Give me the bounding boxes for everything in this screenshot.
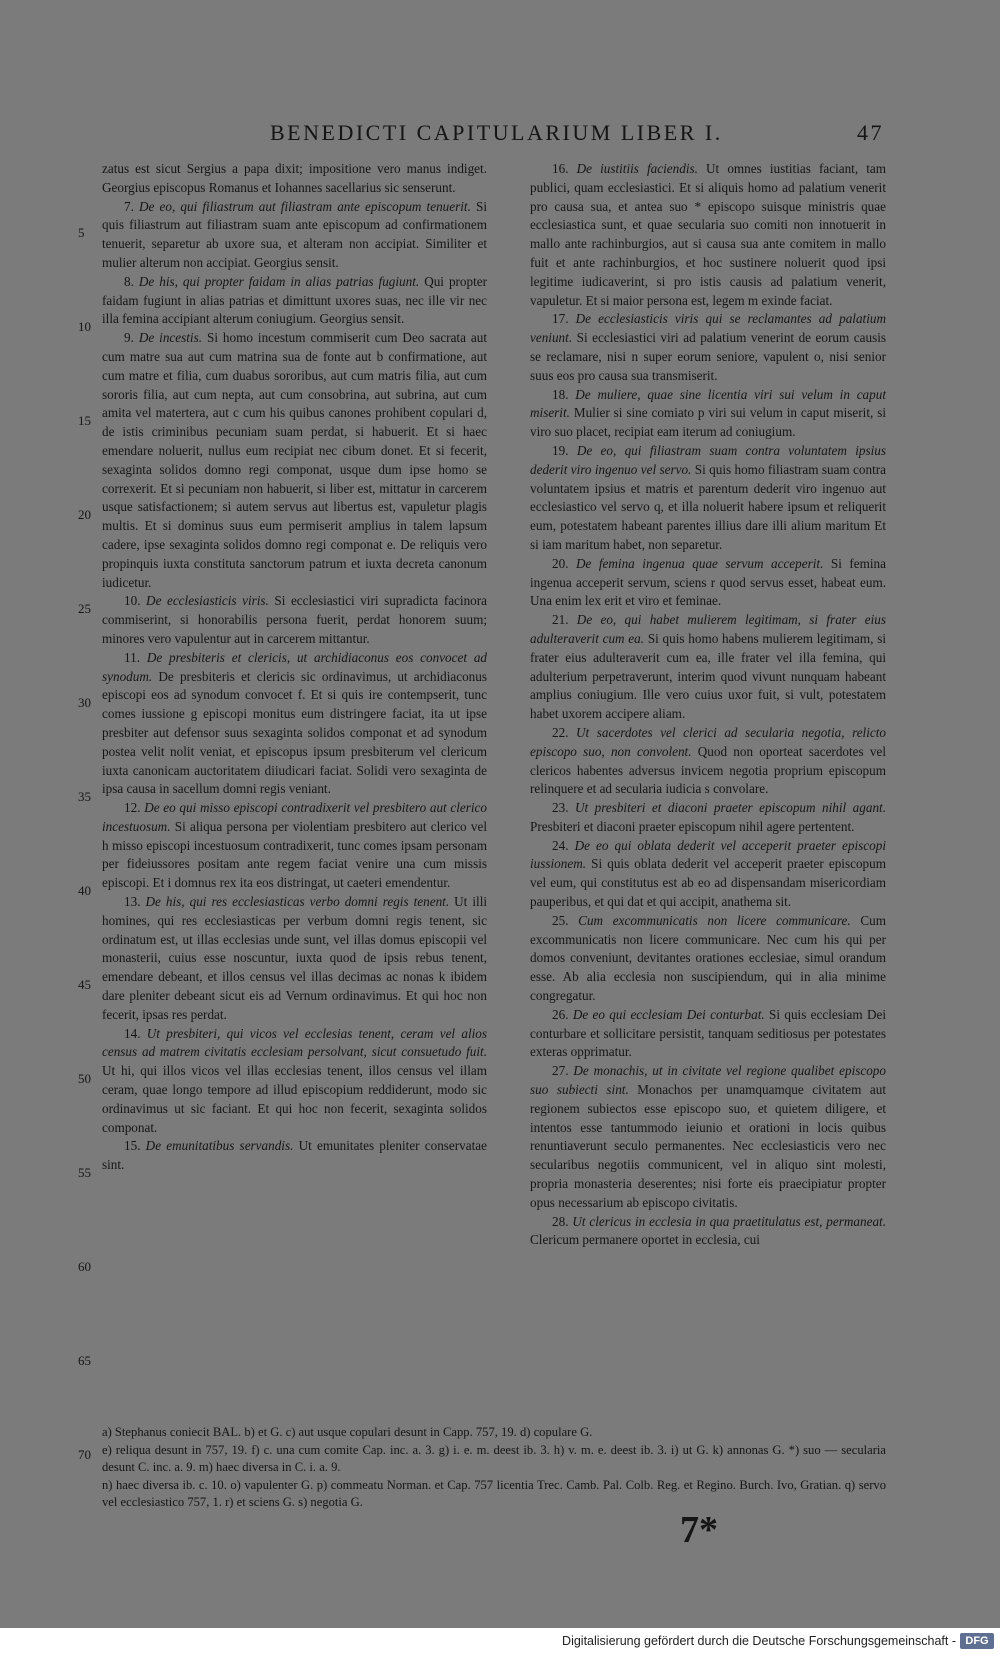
section-rubric: De monachis, ut in civitate vel regione qualibet episcopo suo subiecti sint. (530, 1063, 886, 1098)
section-rubric: De incestis. (138, 330, 203, 346)
section-rubric: Cum excommunicatis non licere communicare. (578, 912, 851, 928)
footnote-line: e) reliqua desunt in 757, 19. f) c. una cum comite Cap. inc. a. 3. g) i. e. m. deest ib. 3. h) v. m. e. deest ib. 3. i) ut G. k) annonas G. *) suo — secularia desunt C. inc. a. 9. m) haec diversa in C. i. a. 9. (102, 1442, 886, 1474)
section-rubric: Ut presbiteri, qui vicos vel ecclesias tenent, ceram vel alios census ad matrem civitatis ecclesiam persolvant, sicut consuetudo fuit. (102, 1025, 487, 1060)
line-numbers (78, 160, 100, 1480)
line-number: 45 (78, 977, 91, 992)
section-rubric: De eo qui ecclesiam Dei conturbat. (572, 1006, 765, 1022)
section-paragraph (102, 198, 487, 273)
left-column (102, 160, 487, 1400)
section-text: zatus est sicut Sergius a papa dixit; impositione vero manus indiget. Georgius episcopus Romanus et Iohannes sacellarius sic senserunt. (102, 161, 487, 195)
section-number: 17. (552, 311, 569, 327)
line-number: 65 (78, 1353, 91, 1368)
section-number: 15. (124, 1138, 141, 1154)
section-paragraph (102, 160, 487, 198)
line-number: 25 (78, 601, 91, 616)
section-number: 27. (552, 1063, 569, 1079)
section-rubric: De eo, qui filiastram suam contra voluntatem ipsius dederit viro ingenuo vel servo. (530, 442, 886, 477)
section-paragraph (530, 386, 886, 442)
section-number: 23. (552, 800, 569, 816)
section-text: Presbiteri et diaconi praeter episcopum nihil agere pertentent. (530, 818, 855, 834)
section-number: 26. (552, 1006, 569, 1022)
section-text: Si quis homo habens mulierem legitimam, si frater eius adulteraverit cum ea, ille frater vel illa femina, qui adulterium perpetraverunt, interim quod vivunt nunquam habeant amplius coniugium. Ille vero cuius uxor fuit, si vult, potestatem habet uxorem accipere aliam. (530, 630, 886, 722)
section-number: 10. (124, 593, 141, 609)
section-number: 20. (552, 555, 569, 571)
section-number: 28. (552, 1213, 569, 1229)
section-paragraph (102, 592, 487, 648)
section-rubric: De eo, qui habet mulierem legitimam, si frater eius adulteraverit cum ea. (530, 612, 886, 646)
footnotes (102, 1424, 886, 1512)
section-text: Si ecclesiastici viri ad palatium venerint de eorum causis se reclamare, nisi n super eorum seniore, vapulent o, nisi senior suus eos pro causa sua transmiserit. (530, 330, 886, 383)
dfg-credit-text: Digitalisierung gefördert durch die Deutsche Forschungsgemeinschaft - (562, 1634, 956, 1648)
section-text: De presbiteris et clericis sic ordinavimus, ut archidiaconus episcopi eos ad synodum convocet f. Et si quis ire contempserit, tunc comes iussione g episcopi monitus eum distringere faciat, ita ut ipse presbiter aut defensor suus sexaginta solidos componat et ad synodum postea velit nolit veniat, et episcopus ipsum presbiterum vel clericum iuxta canonicam auctoritatem diiudicari faciat. Solidi vero sexaginta de ipsa causa in sacellum domni regis veniant. (102, 668, 487, 797)
section-paragraph (530, 912, 886, 1006)
section-text: Cum excommunicatis non licere communicare. Nec cum his qui per domos conveniunt, devitantes orationes ecclesiae, simul orandum esse. Ab alia ecclesia non suscipiendum, qui in alia minime congregatur. (530, 912, 886, 1004)
line-number: 40 (78, 883, 91, 898)
section-text: Monachos per unamquamque civitatem aut regionem subiectos esse episcopo suo, et quietem diligere, et intentos esse tantummodo ieiunio et orationi in locis quibus renuntiaverunt seculo permanentes. Nec ecclesiasticis vero nec secularibus negotiis communicent, vel in aliquo sint molesti, propria monasteria deserentes; nisi forte eis praecipiatur propter opus necessarium ab episcopo civitatis. (530, 1082, 886, 1210)
section-rubric: De his, qui res ecclesiasticas verbo domni regis tenent. (145, 894, 450, 910)
line-number: 20 (78, 507, 91, 522)
section-text: Ut omnes iustitias faciant, tam publici, quam ecclesiastici. Et si aliquis homo ad palatium venerit pro causa sua, et antea suo * episcopo suisque ministris quae ecclesiastica sunt, et quae secularia suo comiti non innotuerit in mallo ante rachinburgios, aut si causa sua ante comitem in mallo fuit et ante rachinburgios, et hoc sustinere noluerit quod ipsi legitime iudicaverint, si pro istis causis ad palatium venerit, vapuletur. Et si maior persona est, legem m exinde faciat. (530, 161, 886, 308)
section-rubric: Ut clericus in ecclesia in qua praetitulatus est, permaneat. (572, 1213, 886, 1229)
section-text: Ut illi homines, qui res ecclesiasticas per verbum domni regis tenent, sic ordinatum est, ut illas ecclesias unde sunt, vel illas domus episcopii vel monasterii, cuius esse noscuntur, iuxta quod de ipsis rebus tenent, emendare debeant, et illos census vel illas decimas ac nonas k ibidem dare pleniter debeant sicut eis ad Vernum ordinavimus. Et qui hoc non fecerit, ipsas res perdat. (102, 894, 487, 1022)
section-paragraph (530, 1062, 886, 1212)
section-rubric: De eo qui misso episcopi contradixerit vel presbitero aut clerico incestuosum. (102, 800, 487, 834)
section-paragraph (530, 555, 886, 611)
section-number: 9. (124, 330, 134, 346)
line-number: 55 (78, 1165, 91, 1180)
section-rubric: De his, qui propter faidam in alias patrias fugiunt. (138, 273, 420, 289)
section-text: Ut hi, qui illos vicos vel illas ecclesias tenent, illos census vel illam ceram, quae longo tempore ad illud episcopium reddiderunt, modo sic ordinavimus ut sic faciant. Et qui hoc non fecerit, sexaginta solidos componat. (102, 1063, 487, 1135)
section-rubric: De iustitiis faciendis. (576, 161, 698, 176)
section-number: 14. (124, 1025, 141, 1041)
section-paragraph (102, 329, 487, 592)
section-number: 8. (124, 273, 134, 289)
section-rubric: De ecclesiasticis viris. (146, 593, 269, 609)
section-number: 16. (552, 161, 569, 176)
section-paragraph (102, 273, 487, 329)
footnote-line: n) haec diversa ib. c. 10. o) vapulenter G. p) commeatu Norman. et Cap. 757 licentia Trec. Camb. Pal. Colb. Reg. et Regino. Burch. Ivo, Gratian. q) servo vel ecclesiastico 757, 1. r) et sciens G. s) negotia G. (102, 1477, 886, 1509)
section-rubric: De emunitatibus servandis. (145, 1138, 294, 1154)
section-text: Si quis ecclesiam Dei conturbare et sollicitare persistit, tanquam seditiosus per potestates exteras opprimatur. (530, 1006, 886, 1060)
section-rubric: De eo qui oblata dederit vel acceperit praeter episcopi iussionem. (530, 837, 886, 872)
line-number: 10 (78, 319, 91, 334)
dfg-logo: DFG (960, 1633, 994, 1649)
section-paragraph (102, 893, 487, 1025)
section-paragraph (530, 442, 886, 555)
section-number: 21. (552, 612, 569, 628)
right-column (530, 160, 886, 1400)
section-paragraph (530, 724, 886, 799)
section-text: Si aliqua persona per violentiam presbitero aut clerico vel h misso episcopi incestuosum contradixerit, tunc comes ipsam personam per fideiussores positam ante regem faciat venire una cum missis episcopi. Et i domnus rex ita eos distringat, ut caeteri emendentur. (102, 818, 487, 891)
running-header (270, 120, 890, 150)
section-number: 12. (124, 800, 141, 816)
section-paragraph (530, 310, 886, 385)
section-text: Si homo incestum commiserit cum Deo sacrata aut cum matre sua aut cum matrina sua de fonte aut b confirmatione, aut cum matre et filia, cum duabus sororibus, aut cum matris filia, aut cum sororis filia, aut cum nepta, aut cum consobrina, aut subrina, aut cum amita vel matertera, aut c cum his quibus canones prohibent copulari d, de istis criminibus pecuniam suam perdat, si habuerit. Et si haec emendare noluerit, nullus eum recipiat nec cibum donet. Et si fecerit, sexaginta solidos domno regi componat, usque dum ipse homo se correxerit. Et si pecuniam non habuerit, si liber est, mittatur in carcerem usque satisfactionem; si autem servus aut libertus est, vapuletur plagis multis. Et si dominus suus eum permiserit amplius in talem lapsum cadere, ipse sexaginta solidos domno regi componat e. De reliquis vero propinquis iuxta constituta sanctorum patrum et iuxta decreta canonum iudicetur. (102, 330, 487, 590)
section-number: 11. (124, 649, 140, 665)
page-title: BENEDICTI CAPITULARIUM LIBER I. (270, 120, 723, 145)
section-number: 19. (552, 442, 569, 458)
section-text: Si femina ingenua acceperit servum, sciens r quod servus esset, habeat eum. Una enim lex erit et viro et feminae. (530, 555, 886, 609)
section-text: Si quis oblata dederit vel acceperit praeter episcopum vel eum, qui constitutus est ab eo ad dispensandam misericordiam pauperibus, et qui dat et qui accipit, anathema sit. (530, 856, 886, 910)
line-number: 60 (78, 1259, 91, 1274)
section-number: 7. (124, 198, 134, 214)
section-text: Qui propter faidam fugiunt in alias patrias et dimittunt uxores suas, nec ille vir nec illa femina accipiant alterum coniugium. Georgius sensit. (102, 273, 487, 327)
signature-mark: 7* (680, 1509, 718, 1551)
section-text: Mulier si sine comiato p viri sui velum in caput miserit, si viro suo placet, recipiat eam iterum ad coniugium. (530, 405, 886, 440)
section-paragraph (530, 799, 886, 837)
footnote-line: a) Stephanus coniecit BAL. b) et G. c) aut usque copulari desunt in Capp. 757, 19. d) copulare G. (102, 1425, 593, 1439)
section-paragraph (530, 1213, 886, 1251)
section-paragraph (530, 1006, 886, 1062)
section-paragraph (102, 799, 487, 893)
section-rubric: Ut presbiteri et diaconi praeter episcopum nihil agant. (574, 800, 886, 816)
section-paragraph (530, 611, 886, 724)
section-text: Quod non oporteat sacerdotes vel clericos habentes adversus invicem negotia proprium episcopum relinquere et ad secularia iudicia s convolare. (530, 743, 886, 797)
section-text: Clericum permanere oportet in ecclesia, cui (530, 1232, 760, 1248)
section-text: Si ecclesiastici viri supradicta facinora commiserint, si honorabilis persona fuerit, perdat honorem suum; minores vero vapulentur aut in carcerem mittantur. (102, 593, 487, 646)
line-number: 35 (78, 789, 91, 804)
line-number: 70 (78, 1447, 91, 1462)
section-paragraph (102, 649, 487, 799)
section-text: Si quis homo filiastram suam contra voluntatem ipsius et matris et parentum dederit viro ingenuo aut ecclesiastico vel servo q, et illa noluerit habere ipsum et reliquerit eum, potestatem habeant parentes illius dare illi alium maritum Et si iam maritum habet, non separetur. (530, 461, 886, 552)
section-rubric: De eo, qui filiastrum aut filiastram ante episcopum tenuerit. (139, 198, 471, 214)
section-rubric: Ut sacerdotes vel clerici ad secularia negotia, relicto episcopo suo, non convolent. (530, 724, 886, 759)
line-number: 30 (78, 695, 91, 710)
line-number: 50 (78, 1071, 91, 1086)
section-rubric: De muliere, quae sine licentia viri sui velum in caput miserit. (530, 386, 886, 421)
section-rubric: De ecclesiasticis viris qui se reclamantes ad palatium veniunt. (530, 311, 886, 346)
section-rubric: De presbiteris et clericis, ut archidiaconus eos convocet ad synodum. (102, 649, 487, 684)
section-paragraph (102, 1025, 487, 1138)
section-number: 22. (552, 724, 569, 740)
digitization-bar (0, 1628, 1000, 1656)
section-text: Si quis filiastrum aut filiastram suam ante episcopum ad confirmationem tenuerit, separetur ab uxore sua, et alteram non accipiat. Similiter et mulier alterum non accipiat. Georgius sensit. (102, 198, 487, 270)
section-number: 18. (552, 386, 569, 402)
section-number: 24. (552, 837, 569, 853)
line-number: 5 (78, 225, 85, 240)
page-number: 47 (857, 120, 884, 145)
section-number: 13. (124, 894, 141, 910)
section-number: 25. (552, 912, 569, 928)
section-text: Ut emunitates pleniter conservatae sint. (102, 1138, 487, 1173)
section-paragraph (102, 1137, 487, 1175)
line-number: 15 (78, 413, 91, 428)
section-paragraph (530, 160, 886, 310)
section-rubric: De femina ingenua quae servum acceperit. (576, 555, 824, 571)
section-paragraph (530, 837, 886, 912)
